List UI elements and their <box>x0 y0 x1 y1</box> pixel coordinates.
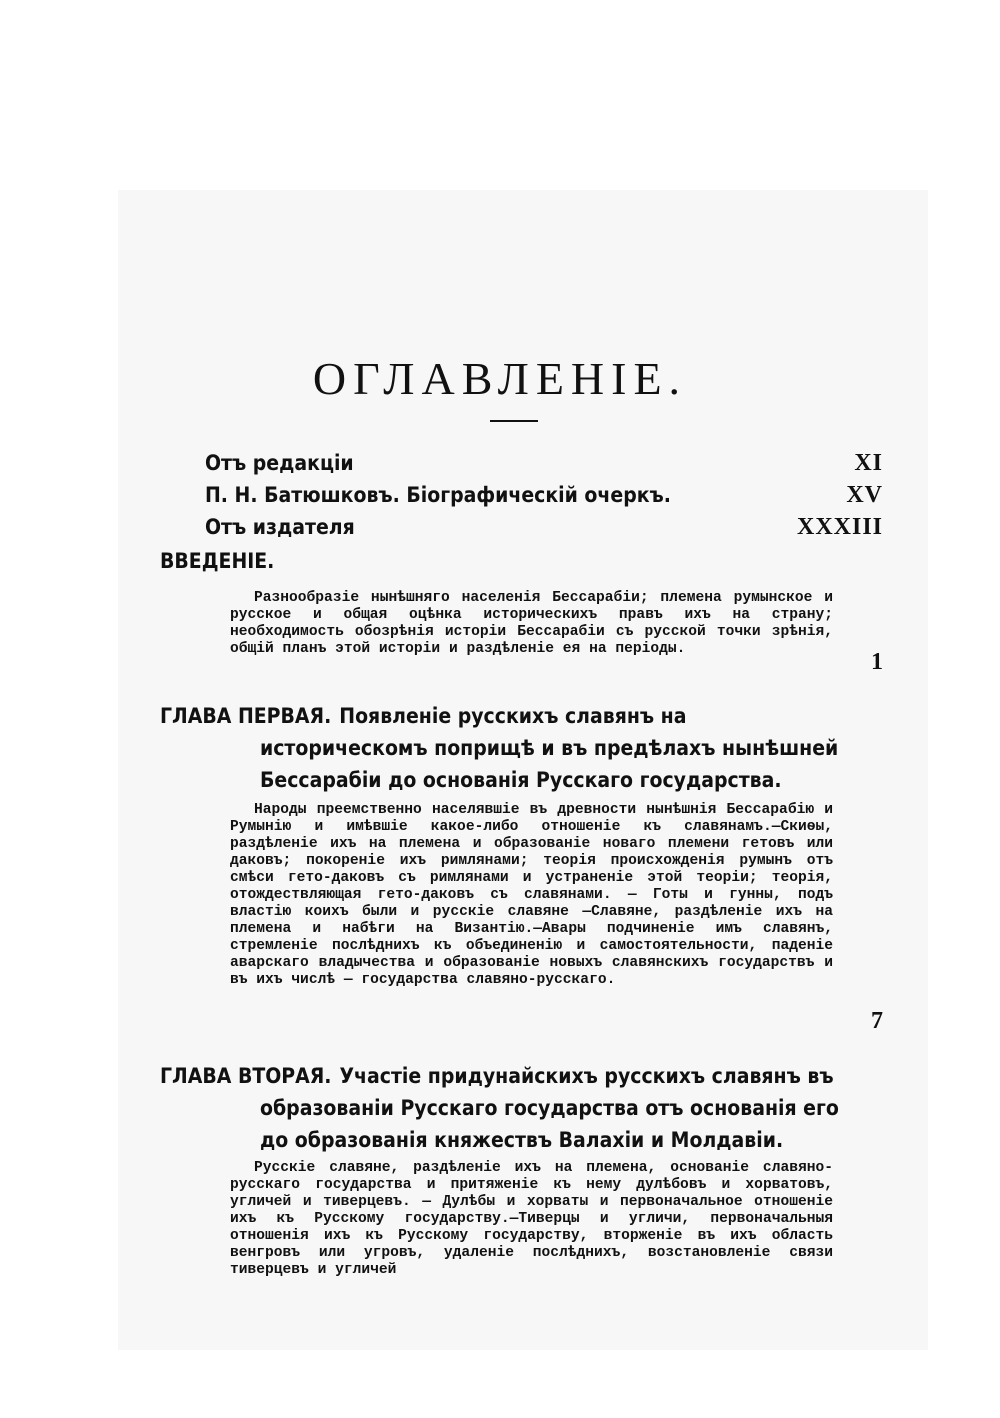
title-rule <box>490 420 538 422</box>
introduction-heading: ВВЕДЕНIЕ. <box>160 549 275 573</box>
chapter-two-label: ГЛАВА ВТОРАЯ. <box>160 1064 332 1088</box>
chapter-two-title <box>160 1060 850 1156</box>
introduction-summary: Разнообразiе нынѣшняго населенiя Бессарабiи; племена румынское и русское и общая оцѣнка историческихъ правъ ихъ на страну; необходимость обозрѣнiя исторiи Бессарабiи съ русской точки зрѣнiя, общiй планъ этой исторiи и раздѣленiе ея на перiоды. <box>230 590 833 657</box>
chapter-one-title <box>160 700 850 796</box>
front-matter-page: XV <box>846 482 883 508</box>
front-matter-page: XXXIII <box>796 514 883 540</box>
front-matter-row <box>205 514 883 541</box>
front-matter-label: П. Н. Батюшковъ. Бiографическiй очеркъ. <box>205 483 671 507</box>
chapter-one-label: ГЛАВА ПЕРВАЯ. <box>160 704 332 728</box>
chapter-one-heading: Появленiе русскихъ славянъ на историческомъ поприщѣ и въ предѣлахъ нынѣшней Бессарабiи до основанiя Русскаго государства. <box>260 704 839 792</box>
introduction-page: 1 <box>871 649 883 675</box>
chapter-two-heading: Участiе придунайскихъ русскихъ славянъ въ образованiи Русскаго государства отъ основанiя его до образованiя княжествъ Валахiи и Молдавiи. <box>260 1064 839 1152</box>
front-matter-row <box>205 450 883 477</box>
chapter-two-summary: Русскiе славяне, раздѣленiе ихъ на племена, основанiе славяно-русскаго государства и притяженiе къ нему дулѣбовъ и хорватовъ, угличей и тиверцевъ. — Дулѣбы и хорваты и первоначальное отношенiе ихъ къ Русскому государству.—Тиверцы и угличи, первоначальныя отношенiя ихъ къ Русскому государству, вторженiе въ ихъ область венгровъ или угровъ, удаленiе послѣднихъ, возстановленiе связи тиверцевъ и угличей <box>230 1160 833 1278</box>
chapter-one-page: 7 <box>871 1008 883 1034</box>
front-matter-page: XI <box>854 450 883 476</box>
front-matter-label: Отъ редакцiи <box>205 451 354 475</box>
front-matter-row <box>205 482 883 509</box>
chapter-one-summary: Народы преемственно населявшiе въ древности нынѣшнiя Бессарабiю и Румынiю и имѣвшiе какое-либо отношенiе къ славянамъ.—Скиѳы, раздѣленiе ихъ на племена и образованiе новаго племени гетовъ или даковъ; покоренiе ихъ римлянами; теорiя происхожденiя румынъ отъ смѣси гето-даковъ съ римлянами и устраненiе этой теорiи; теорiя, отождествляющая гето-даковъ съ славянами. — Готы и гунны, подъ властiю коихъ были и русскiе славяне —Славяне, раздѣленiе ихъ на племена и набѣги на Византiю.—Авары подчиненiе имъ славянъ, стремленiе послѣднихъ къ объединенiю и самостоятельности, паденiе аварскаго владычества и образованiе новыхъ славянскихъ государствъ и въ ихъ числѣ — государства славяно-русскаго. <box>230 802 833 988</box>
contents-title: ОГЛАВЛЕНIЕ. <box>312 353 688 404</box>
front-matter-label: Отъ издателя <box>205 515 355 539</box>
